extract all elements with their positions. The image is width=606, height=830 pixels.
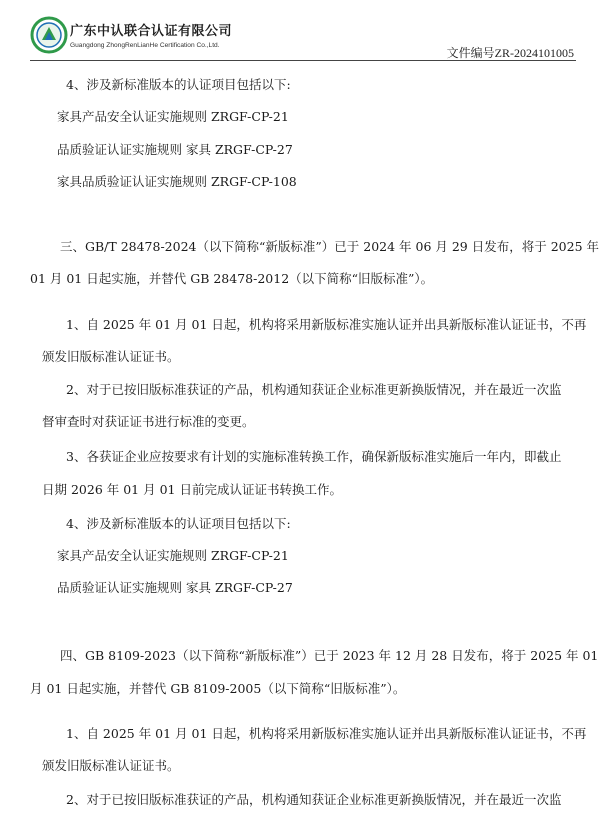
text-line: 颁发旧版标准认证证书。 — [42, 349, 180, 364]
company-name-cn: 广东中认联合认证有限公司 — [70, 24, 233, 39]
text-line: 品质验证认证实施规则 家具 ZRGF-CP-27 — [57, 580, 293, 595]
text-line: 家具产品安全认证实施规则 ZRGF-CP-21 — [57, 109, 289, 124]
company-name-en: Guangdong ZhongRenLianHe Certification Co.,Ltd. — [70, 42, 220, 49]
text-line: 1、自 2025 年 01 月 01 日起，机构将采用新版标准实施认证并出具新版标准认证证书，不再 — [66, 317, 587, 332]
text-line: 3、各获证企业应按要求有计划的实施标准转换工作，确保新版标准实施后一年内，即截止 — [66, 449, 562, 464]
text-line: 1、自 2025 年 01 月 01 日起，机构将采用新版标准实施认证并出具新版标准认证证书，不再 — [66, 726, 587, 741]
text-line: 日期 2026 年 01 月 01 日前完成认证证书转换工作。 — [42, 482, 342, 497]
text-line: 01 月 01 日起实施，并替代 GB 28478-2012（以下简称“旧版标准”）。 — [30, 271, 434, 286]
text-line: 4、涉及新标准版本的认证项目包括以下: — [66, 516, 291, 531]
text-line: 家具品质验证认证实施规则 ZRGF-CP-108 — [57, 174, 297, 189]
text-line: 督审查时对获证证书进行标准的变更。 — [42, 414, 255, 429]
text-line: 月 01 日起实施，并替代 GB 8109-2005（以下简称“旧版标准”）。 — [30, 681, 406, 696]
text-line: 2、对于已按旧版标准获证的产品，机构通知获证企业标准更新换版情况，并在最近一次监 — [66, 382, 562, 397]
text-line: 4、涉及新标准版本的认证项目包括以下: — [66, 77, 291, 92]
text-line: 家具产品安全认证实施规则 ZRGF-CP-21 — [57, 548, 289, 563]
text-line: 三、GB/T 28478-2024（以下简称“新版标准”）已于 2024 年 06 月 29 日发布，将于 2025 年 — [60, 239, 599, 254]
text-line: 2、对于已按旧版标准获证的产品，机构通知获证企业标准更新换版情况，并在最近一次监 — [66, 792, 562, 807]
text-line: 四、GB 8109-2023（以下简称“新版标准”）已于 2023 年 12 月 28 日发布，将于 2025 年 01 — [60, 648, 599, 663]
text-line: 颁发旧版标准认证证书。 — [42, 758, 180, 773]
document-number: 文件编号ZR-2024101005 — [446, 46, 574, 60]
text-line: 品质验证认证实施规则 家具 ZRGF-CP-27 — [57, 142, 293, 157]
